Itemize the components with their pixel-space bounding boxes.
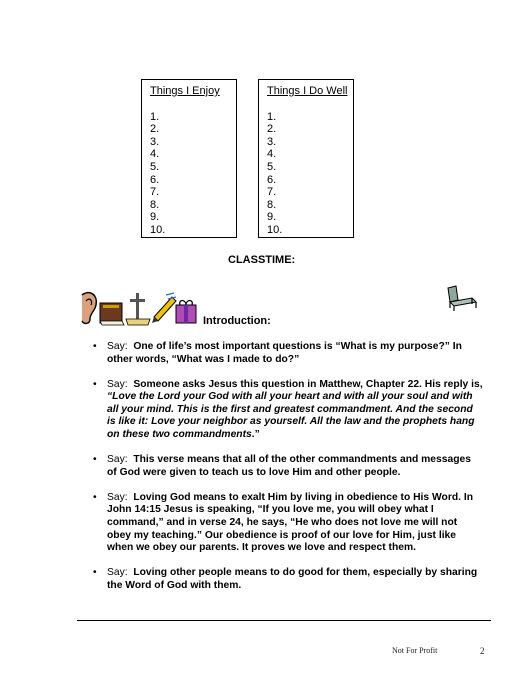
page-number: 2 (480, 646, 485, 656)
list-item: 5. (267, 160, 277, 173)
list-item: 2. (267, 123, 277, 136)
bullet-text: Someone asks Jesus this question in Matthew, Chapter 22. His reply is, (133, 378, 483, 390)
bullet-icon: • (93, 341, 97, 352)
bible-icon (100, 303, 124, 325)
bullet-icon: • (93, 567, 97, 579)
footer-text: Not For Profit (392, 646, 438, 655)
list-item: 4. (150, 148, 160, 161)
list-item: 8. (150, 198, 160, 211)
list-item: 10. (150, 223, 166, 236)
say-bullet-list (93, 341, 483, 605)
say-label: Say: (107, 567, 128, 579)
list-item: 6. (267, 173, 277, 186)
footer-divider (77, 620, 491, 621)
list-item (93, 454, 483, 479)
cross-icon (126, 293, 150, 325)
bullet-text: Loving God means to exalt Him by living in obedience to His Word. In John 14:15 Jesus is speaking, “If you love me, you will obey what I command,” and in verse 24, he says, “He who does not love me will not obey my teaching.” Our obedience is proof of our love for Him, just like when we obey our parents. It proves we love and respect them. (107, 491, 473, 554)
say-label: Say: (107, 454, 128, 466)
scripture-quote: “Love the Lord your God with all your heart and with all your soul and with all your mind. This is the first and greatest commandment. And the second is like it: Love your neighbor as yourself. All the law and the prophets hang on these two commandments (107, 391, 475, 441)
bullet-icon: • (93, 454, 97, 466)
chair-icon (442, 284, 482, 312)
introduction-heading: Introduction: (203, 315, 271, 327)
list-item: 1. (267, 110, 277, 123)
bullet-icon: • (93, 378, 97, 390)
things-i-do-well-list (267, 111, 353, 237)
quote-end: .” (251, 429, 260, 441)
things-i-enjoy-list (150, 111, 236, 237)
list-item: 6. (150, 173, 160, 186)
list-item: 3. (150, 135, 160, 148)
things-i-do-well-header: Things I Do Well (267, 85, 348, 97)
things-i-enjoy-box (141, 79, 237, 238)
list-item: 9. (267, 211, 277, 224)
classtime-heading: CLASSTIME: (228, 254, 296, 266)
list-item: 2. (150, 123, 160, 136)
list-item: 9. (150, 211, 160, 224)
list-item: 5. (150, 160, 160, 173)
say-label: Say: (107, 378, 128, 390)
bullet-icon: • (93, 491, 97, 503)
say-label: Say: (107, 491, 128, 503)
list-item: 7. (150, 186, 160, 199)
list-item (93, 567, 483, 592)
list-item: 10. (267, 223, 283, 236)
list-item (93, 492, 483, 555)
say-label: Say: (107, 341, 128, 352)
ear-icon (82, 293, 96, 324)
gift-icon (176, 301, 196, 324)
bullet-text: One of life’s most important questions is “What is my purpose?” In other words, “What was I made to do?” (107, 341, 462, 365)
bullet-text: Loving other people means to do good for them, especially by sharing the Word of God with them. (107, 567, 478, 591)
list-item (93, 379, 483, 442)
list-item: 8. (267, 198, 277, 211)
pencil-icon (152, 293, 176, 323)
list-item (93, 341, 483, 366)
things-i-enjoy-header: Things I Enjoy (150, 85, 220, 97)
things-i-do-well-box (258, 79, 354, 238)
list-item: 1. (150, 110, 160, 123)
lesson-icons-strip (76, 289, 198, 327)
bullet-text: This verse means that all of the other commandments and messages of God were given to teach us to love Him and other people. (107, 454, 471, 478)
list-item: 4. (267, 148, 277, 161)
list-item: 7. (267, 186, 277, 199)
list-item: 3. (267, 135, 277, 148)
